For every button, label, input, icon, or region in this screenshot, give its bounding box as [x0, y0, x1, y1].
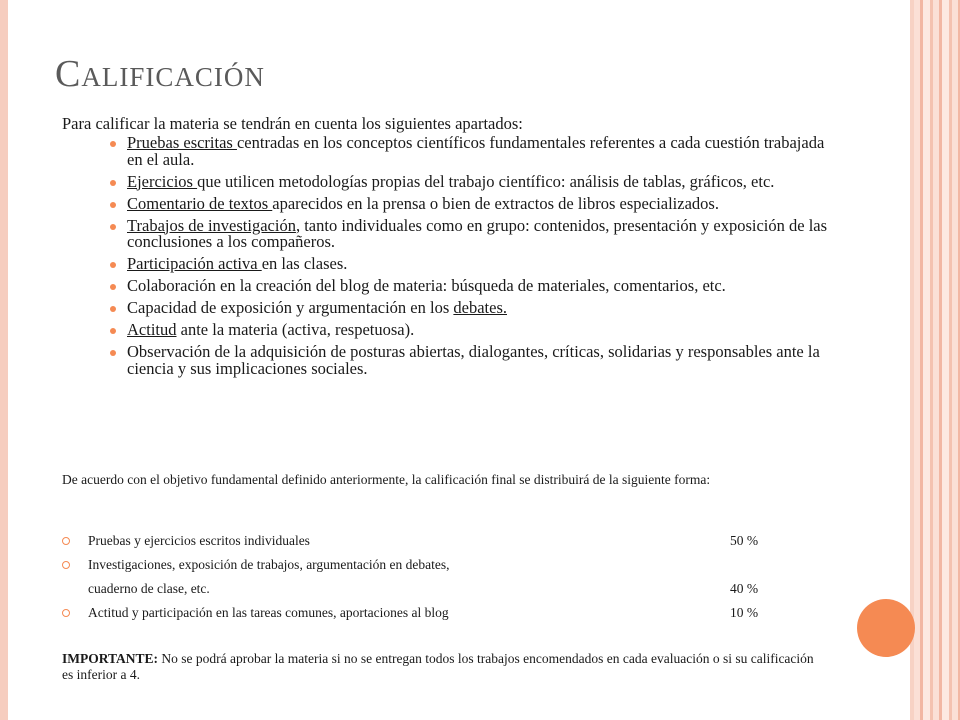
criteria-item — [62, 322, 842, 339]
criteria-item — [62, 171, 842, 191]
slide-title: Calificación — [55, 53, 265, 95]
ring-bullet-icon — [62, 609, 70, 617]
bullet-dot-icon — [110, 328, 116, 334]
left-border-decoration — [0, 0, 8, 720]
intro-text: Para calificar la materia se tendrán en cuenta los siguientes apartados: — [62, 114, 523, 133]
bullet-dot-icon — [110, 350, 116, 356]
criteria-item — [62, 344, 842, 377]
criteria-underlined: Ejercicios — [127, 171, 198, 191]
bullet-dot-icon — [110, 202, 116, 208]
criteria-text: centradas en los conceptos científicos fundamentales referentes a cada cuestión trabajada en el aula. — [127, 133, 825, 169]
right-border-decoration — [914, 0, 960, 720]
distribution-row — [62, 605, 782, 629]
bullet-dot-icon — [110, 224, 116, 230]
distribution-percent: 10 % — [730, 605, 759, 620]
distribution-label: cuaderno de clase, etc. — [88, 581, 210, 596]
important-label: IMPORTANTE: — [62, 651, 159, 666]
criteria-text: Observación de la adquisición de posturas abiertas, dialogantes, críticas, solidarias y responsables ante la ciencia y sus implicaciones sociales. — [127, 342, 820, 378]
criteria-text: Colaboración en la creación del blog de materia: búsqueda de materiales, comentarios, etc. — [127, 276, 726, 295]
criteria-underlined: debates. — [453, 298, 507, 317]
ring-bullet-icon — [62, 537, 70, 545]
distribution-row — [62, 533, 782, 557]
distribution-label: Actitud y participación en las tareas comunes, aportaciones al blog — [88, 605, 449, 620]
criteria-text: ante la materia (activa, respetuosa). — [176, 320, 415, 339]
bullet-dot-icon — [110, 141, 116, 147]
criteria-item — [62, 300, 842, 317]
criteria-text: , tanto individuales como en grupo: contenidos, presentación y exposición de las conclusiones a los compañeros. — [127, 215, 828, 251]
distribution-intro: De acuerdo con el objetivo fundamental definido anteriormente, la calificación final se distribuirá de la siguiente forma: — [62, 472, 711, 487]
criteria-item — [62, 193, 842, 213]
criteria-item — [62, 256, 842, 273]
distribution-label: Pruebas y ejercicios escritos individuales — [88, 533, 310, 548]
distribution-row — [62, 581, 782, 605]
bullet-dot-icon — [110, 262, 116, 268]
distribution-label: Investigaciones, exposición de trabajos, argumentación en debates, — [88, 557, 450, 572]
bullet-dot-icon — [110, 284, 116, 290]
orange-circle-decoration — [857, 599, 915, 657]
criteria-item — [62, 278, 842, 295]
grade-distribution — [62, 533, 782, 629]
criteria-underlined: Pruebas escritas — [127, 133, 237, 152]
criteria-text: Capacidad de exposición y argumentación en los — [127, 298, 454, 317]
important-note — [62, 651, 822, 683]
ring-bullet-icon — [62, 561, 70, 569]
important-text: No se podrá aprobar la materia si no se entregan todos los trabajos encomendados en cada evaluación o si su calificación es inferior a 4. — [62, 651, 814, 682]
distribution-row — [62, 557, 782, 581]
distribution-percent: 50 % — [730, 533, 759, 548]
bullet-dot-icon — [110, 306, 116, 312]
criteria-item — [62, 215, 842, 251]
distribution-percent: 40 % — [730, 581, 759, 596]
criteria-underlined: Actitud — [127, 320, 177, 339]
criteria-text: que utilicen metodologías propias del trabajo científico: análisis de tablas, gráficos, etc. — [197, 171, 775, 191]
criteria-text: aparecidos en la prensa o bien de extractos de libros especializados. — [272, 193, 719, 213]
bullet-dot-icon — [110, 180, 116, 186]
criteria-text: en las clases. — [261, 254, 348, 273]
criteria-underlined: Participación activa — [127, 254, 262, 273]
criteria-list — [62, 135, 842, 383]
criteria-underlined: Trabajos de investigación — [127, 215, 296, 235]
criteria-underlined: Comentario de textos — [127, 193, 273, 213]
criteria-item — [62, 135, 842, 168]
